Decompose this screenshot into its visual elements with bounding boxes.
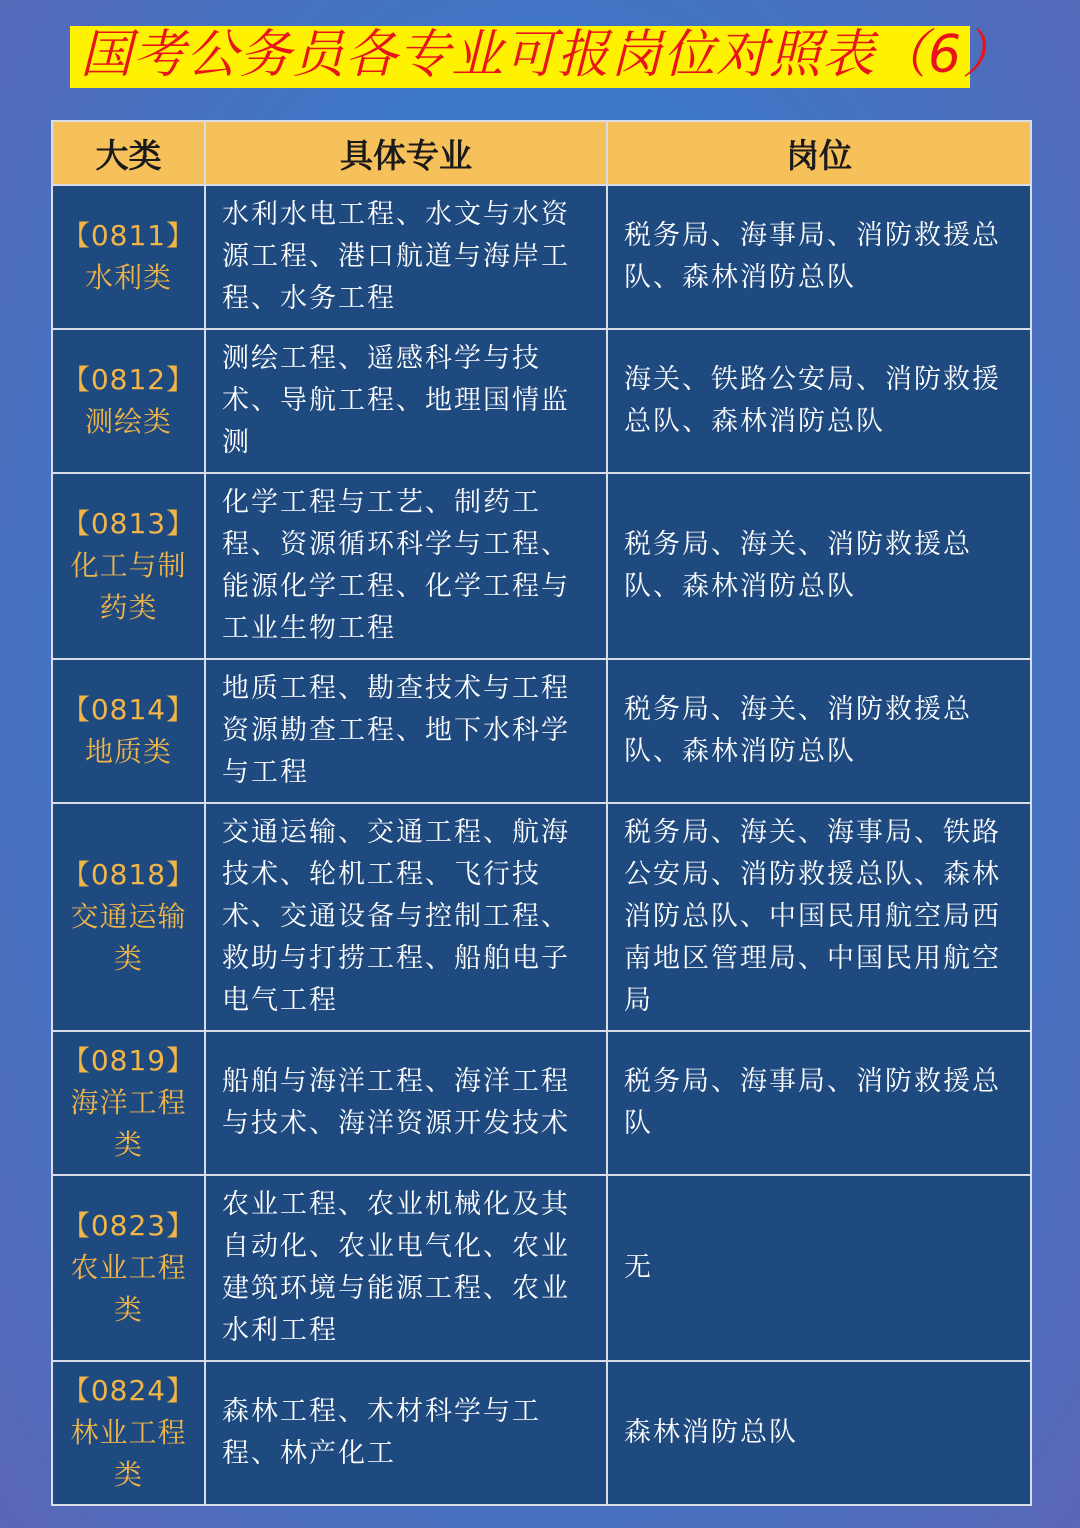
category-cell [52,1175,205,1361]
majors-cell: 水利水电工程、水文与水资源工程、港口航道与海岸工程、水务工程 [205,185,607,329]
category-code: 【0819】 [61,1044,196,1077]
category-code: 【0812】 [61,363,196,396]
category-cell [52,473,205,659]
positions-cell: 税务局、海事局、消防救援总队 [607,1031,1031,1175]
category-name: 化工与制药类 [70,549,187,624]
table-row [52,329,1031,473]
category-code: 【0811】 [61,219,196,252]
category-name: 农业工程类 [70,1251,187,1326]
majors-cell: 森林工程、木材科学与工程、林产化工 [205,1361,607,1505]
table-row [52,803,1031,1031]
majors-cell: 地质工程、勘查技术与工程资源勘查工程、地下水科学与工程 [205,659,607,803]
positions-cell: 税务局、海关、消防救援总队、森林消防总队 [607,659,1031,803]
table-row [52,473,1031,659]
table-row [52,1031,1031,1175]
positions-cell: 税务局、海关、消防救援总队、森林消防总队 [607,473,1031,659]
header-category: 大类 [52,121,205,185]
category-name: 海洋工程类 [70,1086,187,1161]
positions-cell: 无 [607,1175,1031,1361]
positions-cell: 税务局、海事局、消防救援总队、森林消防总队 [607,185,1031,329]
positions-cell: 税务局、海关、海事局、铁路公安局、消防救援总队、森林消防总队、中国民用航空局西南地区管理局、中国民用航空局 [607,803,1031,1031]
category-code: 【0823】 [61,1209,196,1242]
majors-cell: 农业工程、农业机械化及其自动化、农业电气化、农业建筑环境与能源工程、农业水利工程 [205,1175,607,1361]
category-code: 【0814】 [61,693,196,726]
table-row [52,1175,1031,1361]
positions-cell: 森林消防总队 [607,1361,1031,1505]
page-title: 国考公务员各专业可报岗位对照表（6） [80,25,1016,85]
category-cell [52,185,205,329]
majors-cell: 化学工程与工艺、制药工程、资源循环科学与工程、能源化学工程、化学工程与工业生物工程 [205,473,607,659]
table-row [52,185,1031,329]
category-cell [52,329,205,473]
header-position: 岗位 [607,121,1031,185]
category-code: 【0813】 [61,507,196,540]
header-major: 具体专业 [205,121,607,185]
category-name: 交通运输类 [70,900,187,975]
category-code: 【0824】 [61,1374,196,1407]
category-cell [52,803,205,1031]
category-name: 地质类 [84,735,172,768]
category-cell [52,1031,205,1175]
table-header-row [52,121,1031,185]
majors-cell: 船舶与海洋工程、海洋工程与技术、海洋资源开发技术 [205,1031,607,1175]
category-name: 林业工程类 [70,1416,187,1491]
category-name: 水利类 [84,261,172,294]
category-cell [52,1361,205,1505]
positions-cell: 海关、铁路公安局、消防救援总队、森林消防总队 [607,329,1031,473]
category-code: 【0818】 [61,858,196,891]
major-position-table [51,120,1032,1506]
table-row [52,659,1031,803]
category-cell [52,659,205,803]
majors-cell: 测绘工程、遥感科学与技术、导航工程、地理国情监测 [205,329,607,473]
table-row [52,1361,1031,1505]
majors-cell: 交通运输、交通工程、航海技术、轮机工程、飞行技术、交通设备与控制工程、救助与打捞工程、船舶电子电气工程 [205,803,607,1031]
category-name: 测绘类 [84,405,172,438]
